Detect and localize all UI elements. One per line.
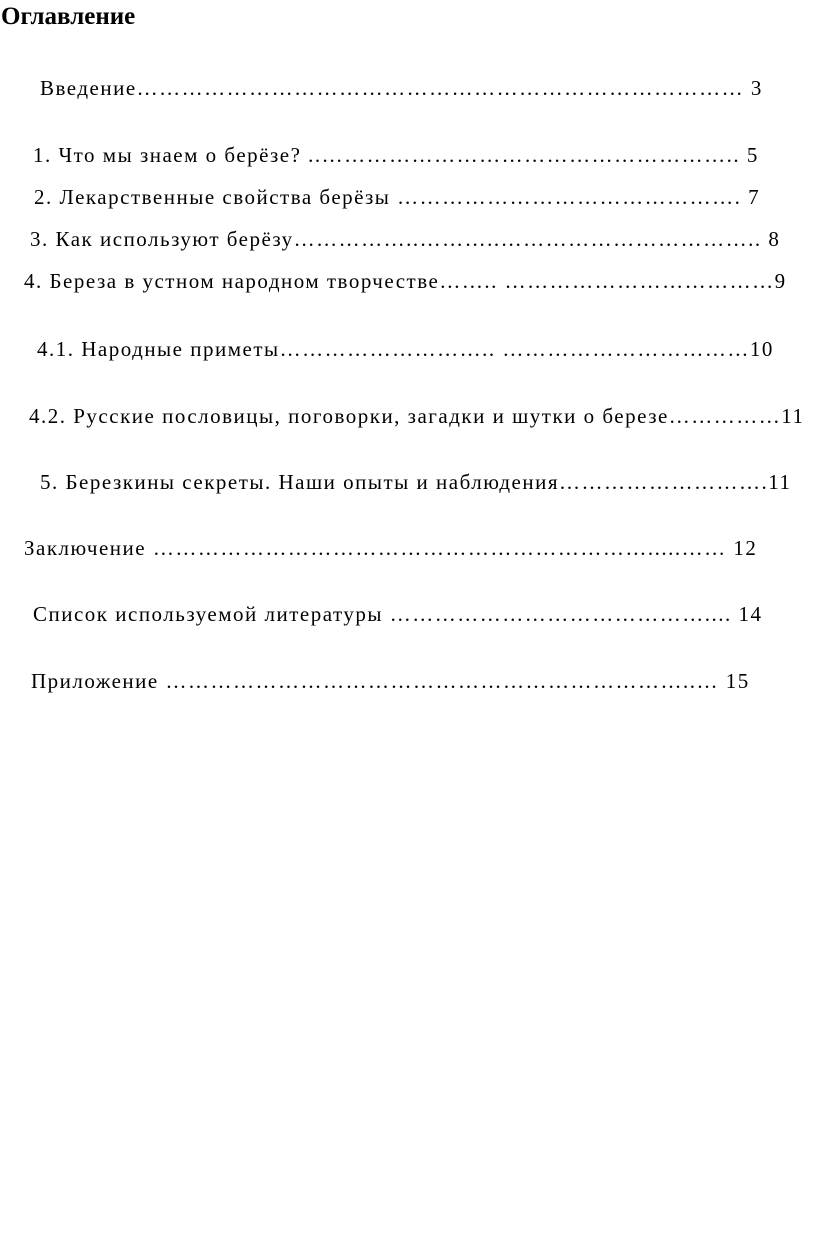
toc-entry-section-5: 5. Березкины секреты. Наши опыты и наблюдения……………………….11 — [40, 470, 792, 494]
toc-entry-section-2: 2. Лекарственные свойства берёзы ………………………………………. 7 — [34, 185, 761, 209]
toc-entry-section-3: 3. Как используют берёзу……………..………..…………………………….. 8 — [30, 227, 781, 251]
toc-entry-section-1: 1. Что мы знаем о берёзе? ..……………………………………………….. 5 — [33, 143, 759, 167]
toc-entry-section-4: 4. Береза в устном народном творчестве…….. ………………………………9 — [24, 269, 787, 293]
toc-title: Оглавление — [1, 3, 136, 30]
toc-entry-introduction: Введение……………………………………………………………………… 3 — [40, 76, 763, 100]
toc-entry-appendix: Приложение ……………………………………………………………..… 15 — [31, 669, 750, 693]
toc-entry-bibliography: Список используемой литературы …………………………………….... 14 — [33, 602, 763, 626]
toc-entry-conclusion: Заключение ………………………………………………………….....…… 12 — [24, 536, 758, 560]
toc-entry-section-4-1: 4.1. Народные приметы……………………….. ……………………………10 — [37, 337, 774, 361]
toc-entry-section-4-2: 4.2. Русские пословицы, поговорки, загадки и шутки о березе……………11 — [29, 404, 805, 428]
